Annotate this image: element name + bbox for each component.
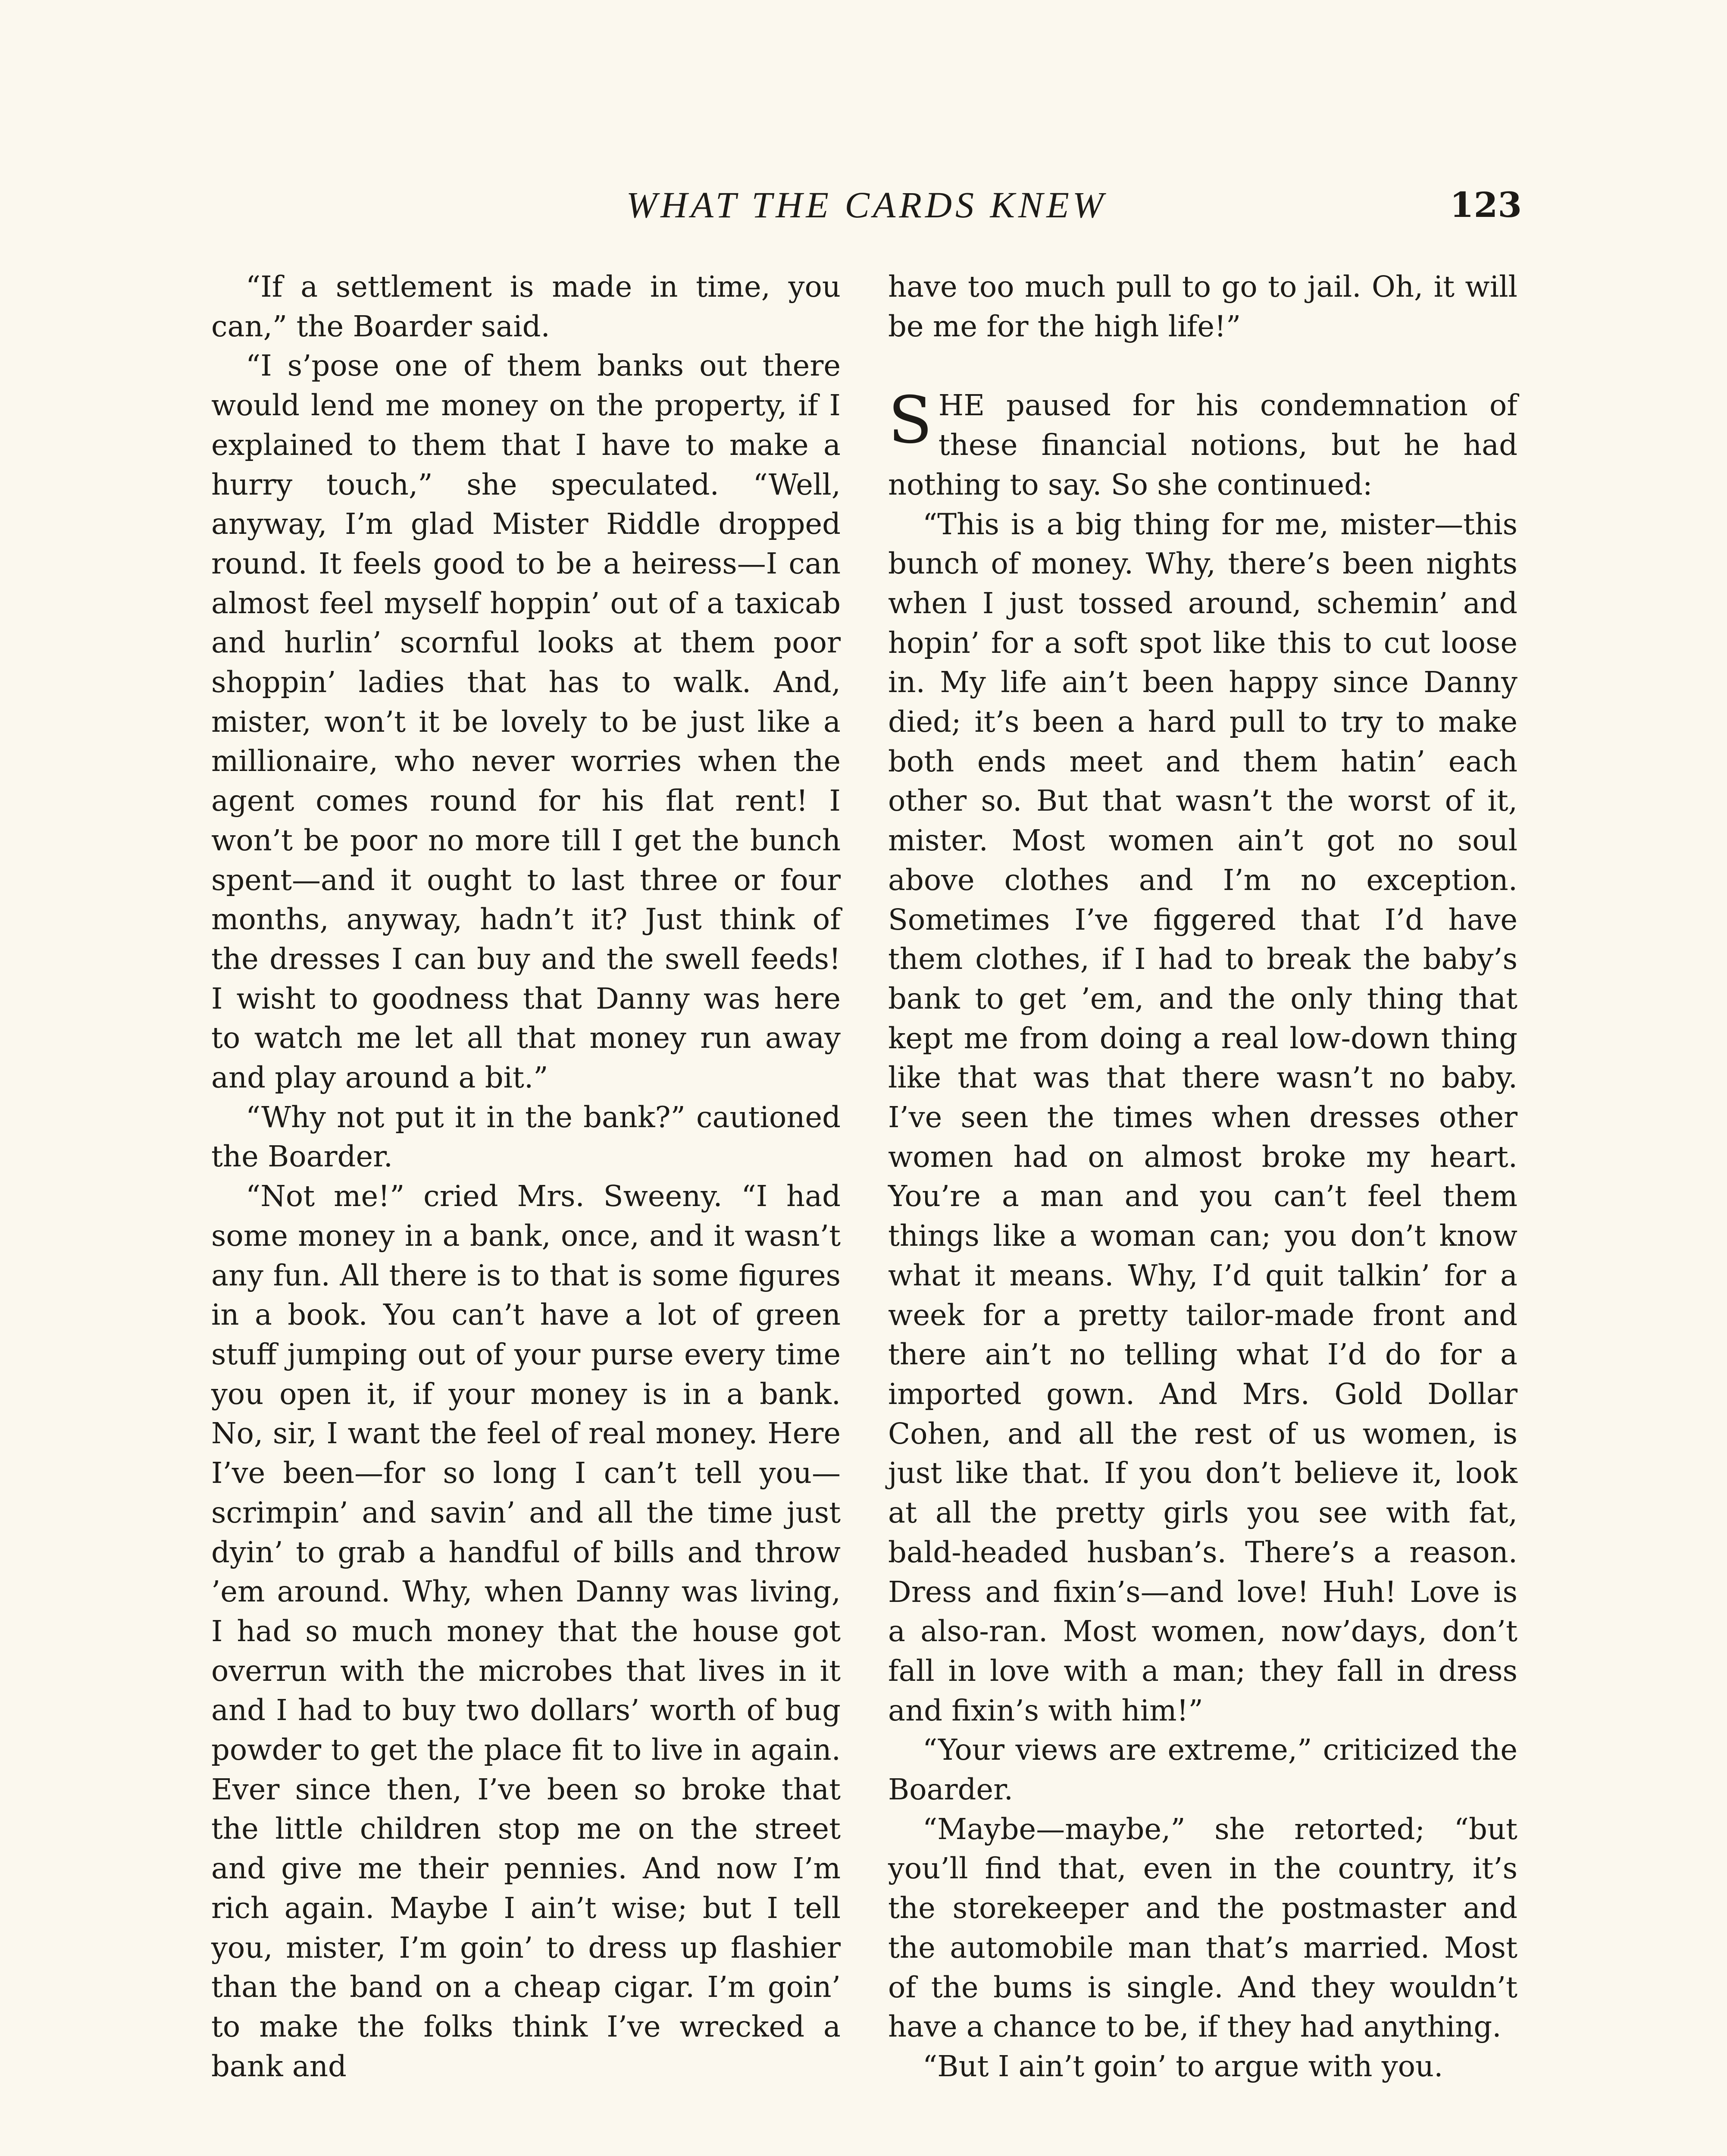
left-column — [211, 267, 841, 2086]
paragraph: “Maybe—maybe,” she retorted; “but you’ll find that, even in the country, it’s the storekeeper and the postmaster and the automobile man that’s married. Most of the bums is single. And they wouldn’t have a chance to be, if they had anything. — [888, 1812, 1517, 2044]
paragraph-continued: have too much pull to go to jail. Oh, it will be me for the high life!” — [888, 270, 1517, 343]
smallcaps-lead: HE — [938, 389, 985, 423]
paragraph: “But I ain’t goin’ to argue with you. — [923, 2049, 1443, 2083]
page-number: 123 — [1450, 185, 1522, 225]
drop-cap: S — [888, 383, 932, 458]
paragraph: “Not me!” cried Mrs. Sweeny. “I had some money in a bank, once, and it wasn’t any fun. All there is to that is some figures in a book. You can’t have a lot of green stuff jumping out of your purse every time you open it, if your money is in a bank. No, sir, I want the feel of real money. Here I’ve been—for so long I can’t tell you—scrimpin’ and savin’ and all the time just dyin’ to grab a handful of bills and throw ’em around. Why, when Danny was living, I had so much money that the house got overrun with the microbes that lives in it and I had to buy two dollars’ worth of bug powder to get the place fit to live in again. Ever since then, I’ve been so broke that the little children stop me on the street and give me their pennies. And now I’m rich again. Maybe I ain’t wise; but I tell you, mister, I’m goin’ to dress up flashier than the band on a cheap cigar. I’m goin’ to make the folks think I’ve wrecked a bank and — [211, 1179, 841, 2083]
paragraph: “This is a big thing for me, mister—this bunch of money. Why, there’s been nights when I just tossed around, schemin’ and hopin’ for a soft spot like this to cut loose in. My life ain’t been happy since Danny died; it’s been a hard pull to try to make both ends meet and them hatin’ each other so. But that wasn’t the worst of it, mister. Most women ain’t got no soul above clothes and I’m no exception. Sometimes I’ve figgered that I’d have them clothes, if I had to break the baby’s bank to get ’em, and the only thing that kept me from doing a real low-down thing like that was that there wasn’t no baby. I’ve seen the times when dresses other women had on almost broke my heart. You’re a man and you can’t feel them things like a woman can; you don’t know what it means. Why, I’d quit talkin’ for a week for a pretty tailor-made front and there ain’t no telling what I’d do for a imported gown. And Mrs. Gold Dollar Cohen, and all the rest of us women, is just like that. If you don’t believe it, look at all the pretty girls you see with fat, bald-headed husban’s. There’s a reason. Dress and fixin’s—and love! Huh! Love is a also-ran. Most women, now’days, don’t fall in love with a man; they fall in dress and fixin’s with him!” — [888, 507, 1517, 1727]
paragraph: “If a settlement is made in time, you can,” the Boarder said. — [211, 270, 841, 343]
paragraph: “I s’pose one of them banks out there would lend me money on the property, if I explained to them that I have to make a hurry touch,” she speculated. “Well, anyway, I’m glad Mister Riddle dropped round. It feels good to be a heiress—I can almost feel myself hoppin’ out of a taxicab and hurlin’ scornful looks at them poor shoppin’ ladies that has to walk. And, mister, won’t it be lovely to be just like a millionaire, who never worries when the agent comes round for his flat rent! I won’t be poor no more till I get the bunch spent—and it ought to last three or four months, anyway, hadn’t it? Just think of the dresses I can buy and the swell feeds! I wisht to goodness that Danny was here to watch me let all that money run away and play around a bit.” — [211, 349, 841, 1095]
paragraph: “Why not put it in the bank?” cautioned the Boarder. — [211, 1100, 841, 1174]
paragraph-dropcap — [888, 383, 1517, 505]
paragraph: “Your views are extreme,” criticized the Boarder. — [888, 1733, 1517, 1807]
running-title: WHAT THE CARDS KNEW — [626, 184, 1107, 226]
right-column — [888, 267, 1517, 2087]
running-head — [211, 181, 1522, 233]
paragraph-text: paused for his condemnation of these financial notions, but he had nothing to say. So she continued: — [888, 389, 1517, 501]
